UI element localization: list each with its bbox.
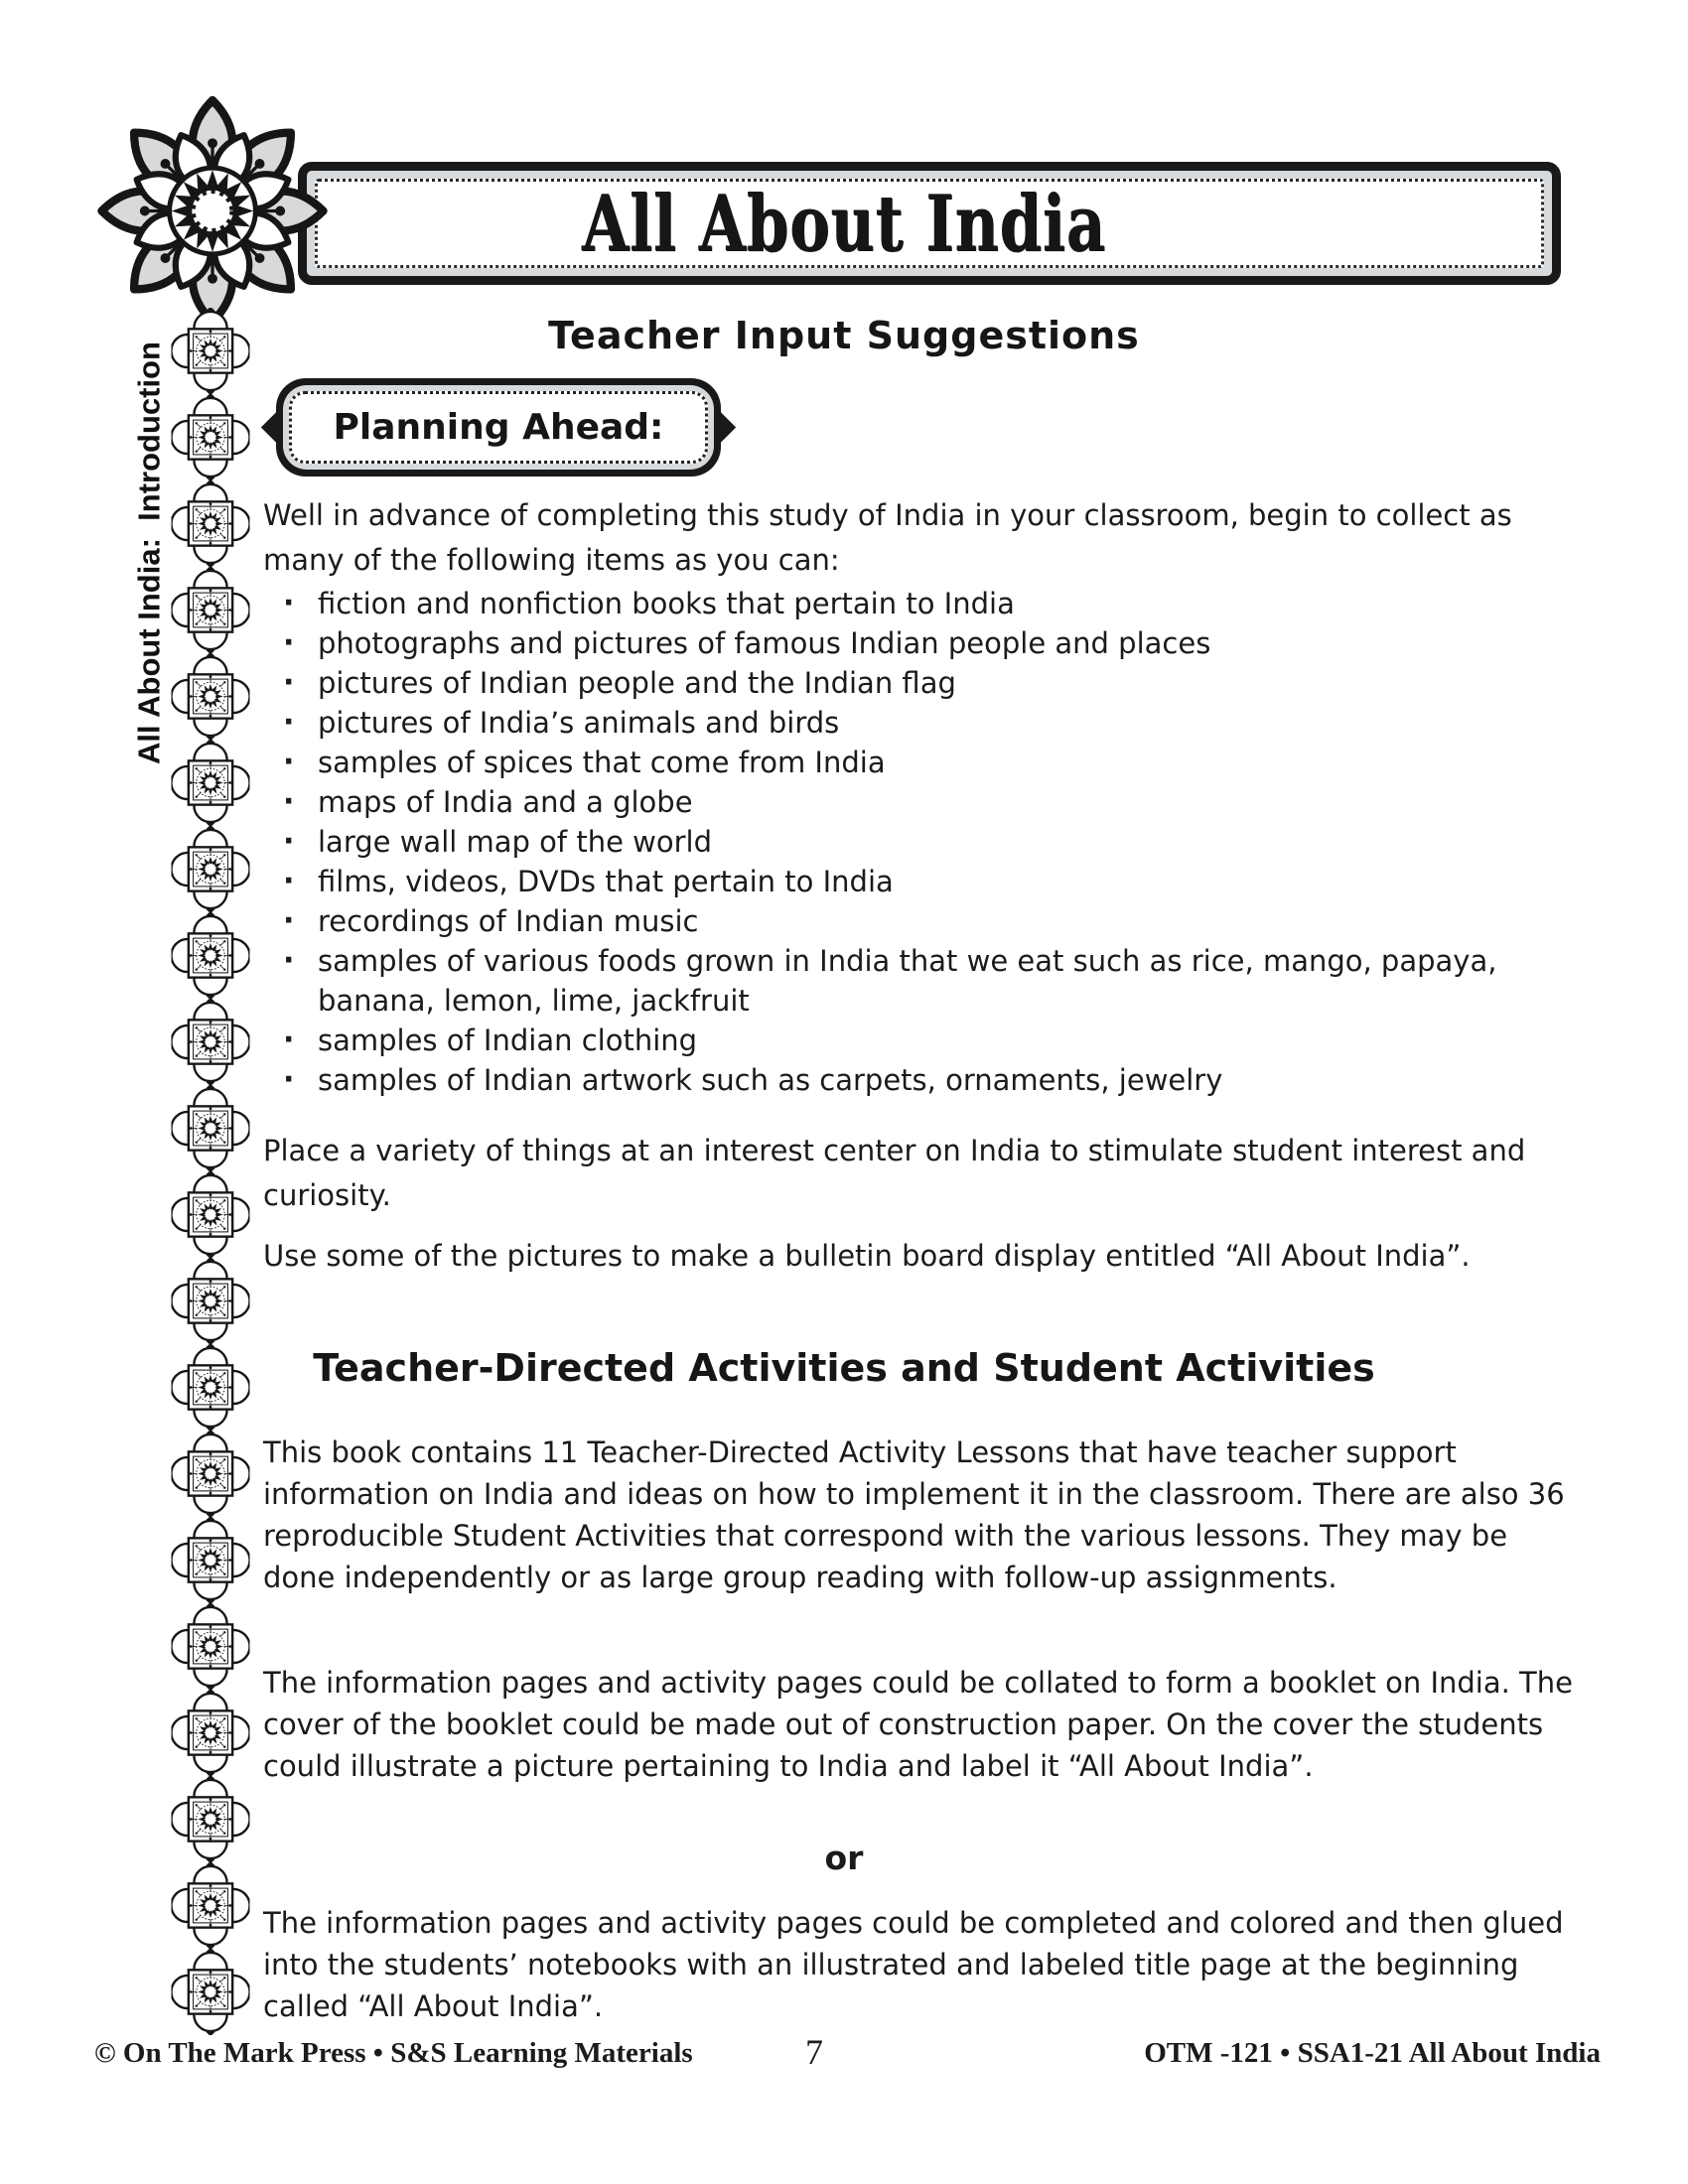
list-item: · samples of Indian clothing [263,1021,1584,1060]
flower-medallion-icon [171,1949,250,2035]
page-title: All About India [582,178,1106,269]
subtitle: Teacher Input Suggestions [548,314,1140,357]
planning-ahead-label: Planning Ahead: [289,391,708,464]
lotus-ornament-icon [89,84,336,338]
list-item: · fiction and nonfiction books that pertain to India [263,584,1584,623]
bulletin-board-paragraph: Use some of the pictures to make a bulletin board display entitled “All About India”. [263,1239,1471,1273]
flower-medallion-icon [171,1171,250,1258]
sidebar-ornament-column [171,308,250,2035]
interest-center-paragraph: Place a variety of things at an interest center on India to stimulate student interest and curiosity. [263,1134,1526,1212]
flower-medallion-icon [171,1258,250,1344]
page-number: 7 [805,2032,823,2072]
flower-medallion-icon [171,394,250,480]
flower-medallion-icon [171,1690,250,1776]
activities-heading: Teacher-Directed Activities and Student Activities [313,1346,1375,1390]
flower-medallion-icon [171,480,250,567]
flower-medallion-icon [171,826,250,912]
planning-ahead-box-frame [283,385,714,470]
flower-medallion-icon [171,1085,250,1171]
footer-product-code: OTM -121 • SSA1-21 All About India [1144,2037,1601,2069]
flower-medallion-icon [171,653,250,740]
activities-paragraph-3: The information pages and activity pages could be completed and colored and then glued into the students’ notebooks with an illustrated and labeled title page at the beginning called “All About India”. [263,1906,1564,2023]
activities-paragraph-2: The information pages and activity pages could be collated to form a booklet on India. The cover of the booklet could be made out of construction paper. On the cover the students could illustrate a picture pertaining to India and label it “All About India”. [263,1666,1573,1783]
activities-paragraph-1: This book contains 11 Teacher-Directed Activity Lessons that have teacher support information on India and ideas on how to implement it in the classroom. There are also 36 reproducible Student Activities that correspond with the various lessons. They may be done independently or as large group reading with follow-up assignments. [263,1435,1565,1594]
planning-ahead-box [276,378,721,477]
sidebar-vertical-label: All About India: Introduction [131,341,167,764]
list-item: · photographs and pictures of famous Indian people and places [263,623,1584,663]
planning-intro-paragraph: Well in advance of completing this study of India in your classroom, begin to collect as many of the following items as you can: [263,498,1512,577]
list-item: · samples of spices that come from India [263,743,1584,782]
list-item: · recordings of Indian music [263,901,1584,941]
flower-medallion-icon [171,999,250,1085]
list-item: · pictures of Indian people and the Indian flag [263,663,1584,703]
list-item: · films, videos, DVDs that pertain to India [263,862,1584,901]
flower-medallion-icon [171,1603,250,1690]
or-separator: or [824,1839,864,1877]
flower-medallion-icon [171,912,250,999]
flower-medallion-icon [171,740,250,826]
flower-medallion-icon [171,1517,250,1603]
list-item: · samples of Indian artwork such as carpets, ornaments, jewelry [263,1060,1584,1100]
list-item: · maps of India and a globe [263,782,1584,822]
footer-copyright: © On The Mark Press • S&S Learning Materials [94,2037,693,2069]
flower-medallion-icon [171,567,250,653]
list-item: · large wall map of the world [263,822,1584,862]
list-item: · samples of various foods grown in India that we eat such as rice, mango, papaya, banana, lemon, lime, jackfruit [263,941,1584,1021]
flower-medallion-icon [171,1431,250,1517]
materials-list [263,584,1584,1100]
list-item: · pictures of India’s animals and birds [263,703,1584,743]
